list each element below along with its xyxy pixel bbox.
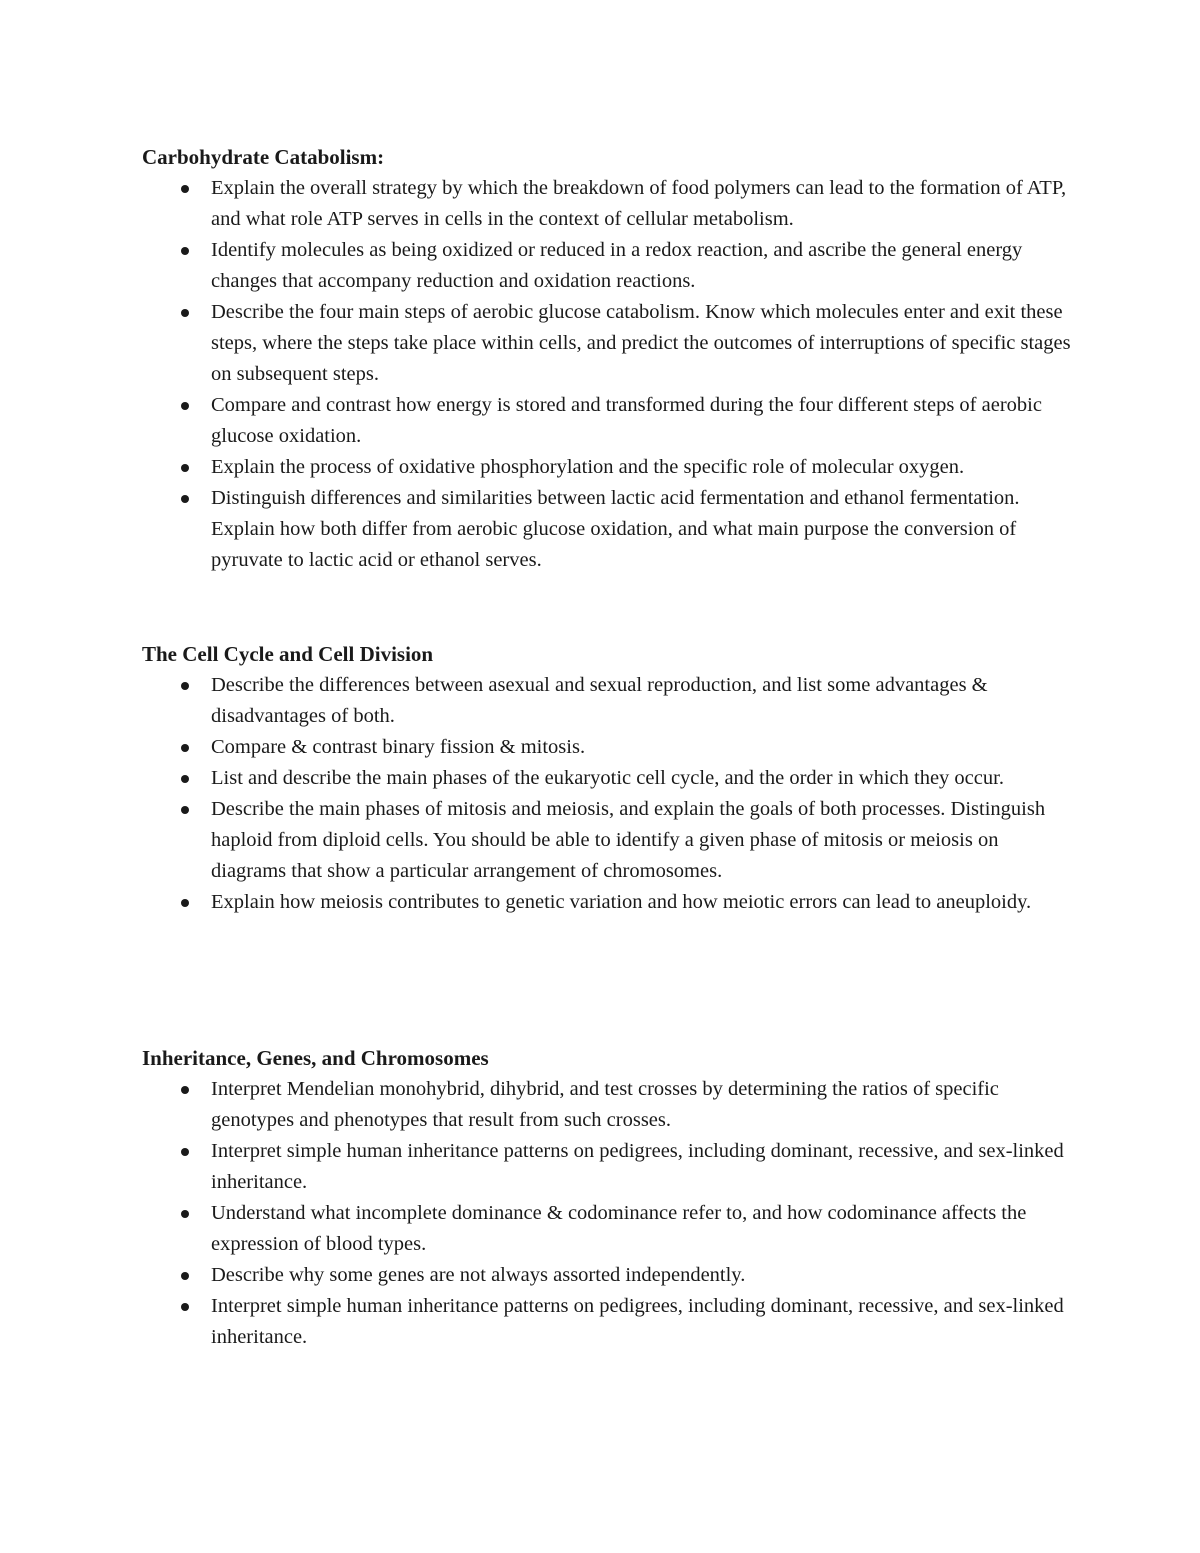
list-item-text: Describe the main phases of mitosis and meiosis, and explain the goals of both processes. Distinguish haploid from diploid cells. You should be able to identify a given phase of mitosis or meiosis on diagrams that show a particular arrangement of chromosomes. <box>211 798 1046 882</box>
list-item <box>142 794 1072 887</box>
bullet-list <box>142 670 1072 918</box>
section-heading: The Cell Cycle and Cell Division <box>142 642 434 666</box>
list-item-text: Explain the process of oxidative phosphorylation and the specific role of molecular oxygen. <box>211 456 965 478</box>
bullet-icon <box>181 806 189 814</box>
bullet-icon <box>181 1148 189 1156</box>
list-item <box>142 1136 1072 1198</box>
section-cell-cycle <box>142 639 1072 918</box>
bullet-list <box>142 1074 1072 1353</box>
bullet-icon <box>181 1303 189 1311</box>
list-item-text: Understand what incomplete dominance & codominance refer to, and how codominance affects the expression of blood types. <box>211 1202 1027 1255</box>
list-item <box>142 173 1072 235</box>
list-item-text: Describe why some genes are not always assorted independently. <box>211 1264 746 1286</box>
bullet-list <box>142 173 1072 576</box>
list-item-text: List and describe the main phases of the eukaryotic cell cycle, and the order in which they occur. <box>211 767 1004 789</box>
list-item <box>142 1291 1072 1353</box>
list-item <box>142 1260 1072 1291</box>
list-item <box>142 452 1072 483</box>
list-item-text: Compare and contrast how energy is stored and transformed during the four different steps of aerobic glucose oxidation. <box>211 394 1042 447</box>
bullet-icon <box>181 1210 189 1218</box>
list-item <box>142 390 1072 452</box>
list-item-text: Describe the differences between asexual and sexual reproduction, and list some advantages & disadvantages of both. <box>211 674 988 727</box>
list-item <box>142 483 1072 576</box>
list-item <box>142 887 1072 918</box>
list-item-text: Distinguish differences and similarities between lactic acid fermentation and ethanol fermentation. Explain how both differ from aerobic glucose oxidation, and what main purpose the conversion of pyruvate to lactic acid or ethanol serves. <box>211 487 1020 571</box>
list-item <box>142 670 1072 732</box>
bullet-icon <box>181 1272 189 1280</box>
section-inheritance <box>142 1043 1072 1353</box>
list-item <box>142 763 1072 794</box>
bullet-icon <box>181 1086 189 1094</box>
list-item-text: Explain the overall strategy by which the breakdown of food polymers can lead to the formation of ATP, and what role ATP serves in cells in the context of cellular metabolism. <box>211 177 1067 230</box>
bullet-icon <box>181 309 189 317</box>
list-item-text: Interpret simple human inheritance patterns on pedigrees, including dominant, recessive, and sex-linked inheritance. <box>211 1295 1064 1348</box>
list-item-text: Explain how meiosis contributes to genetic variation and how meiotic errors can lead to aneuploidy. <box>211 891 1032 913</box>
bullet-icon <box>181 402 189 410</box>
list-item <box>142 732 1072 763</box>
list-item <box>142 1198 1072 1260</box>
bullet-icon <box>181 185 189 193</box>
list-item <box>142 235 1072 297</box>
bullet-icon <box>181 464 189 472</box>
section-heading: Carbohydrate Catabolism: <box>142 145 385 169</box>
bullet-icon <box>181 247 189 255</box>
list-item-text: Describe the four main steps of aerobic glucose catabolism. Know which molecules enter and exit these steps, where the steps take place within cells, and predict the outcomes of interruptions of specific stages on subsequent steps. <box>211 301 1071 385</box>
bullet-icon <box>181 899 189 907</box>
bullet-icon <box>181 744 189 752</box>
section-heading: Inheritance, Genes, and Chromosomes <box>142 1046 489 1070</box>
bullet-icon <box>181 775 189 783</box>
list-item-text: Interpret Mendelian monohybrid, dihybrid, and test crosses by determining the ratios of specific genotypes and phenotypes that result from such crosses. <box>211 1078 999 1131</box>
list-item-text: Identify molecules as being oxidized or reduced in a redox reaction, and ascribe the general energy changes that accompany reduction and oxidation reactions. <box>211 239 1023 292</box>
bullet-icon <box>181 682 189 690</box>
list-item <box>142 297 1072 390</box>
section-carbohydrate-catabolism <box>142 142 1072 576</box>
bullet-icon <box>181 495 189 503</box>
list-item-text: Compare & contrast binary fission & mitosis. <box>211 736 586 758</box>
list-item-text: Interpret simple human inheritance patterns on pedigrees, including dominant, recessive, and sex-linked inheritance. <box>211 1140 1064 1193</box>
list-item <box>142 1074 1072 1136</box>
